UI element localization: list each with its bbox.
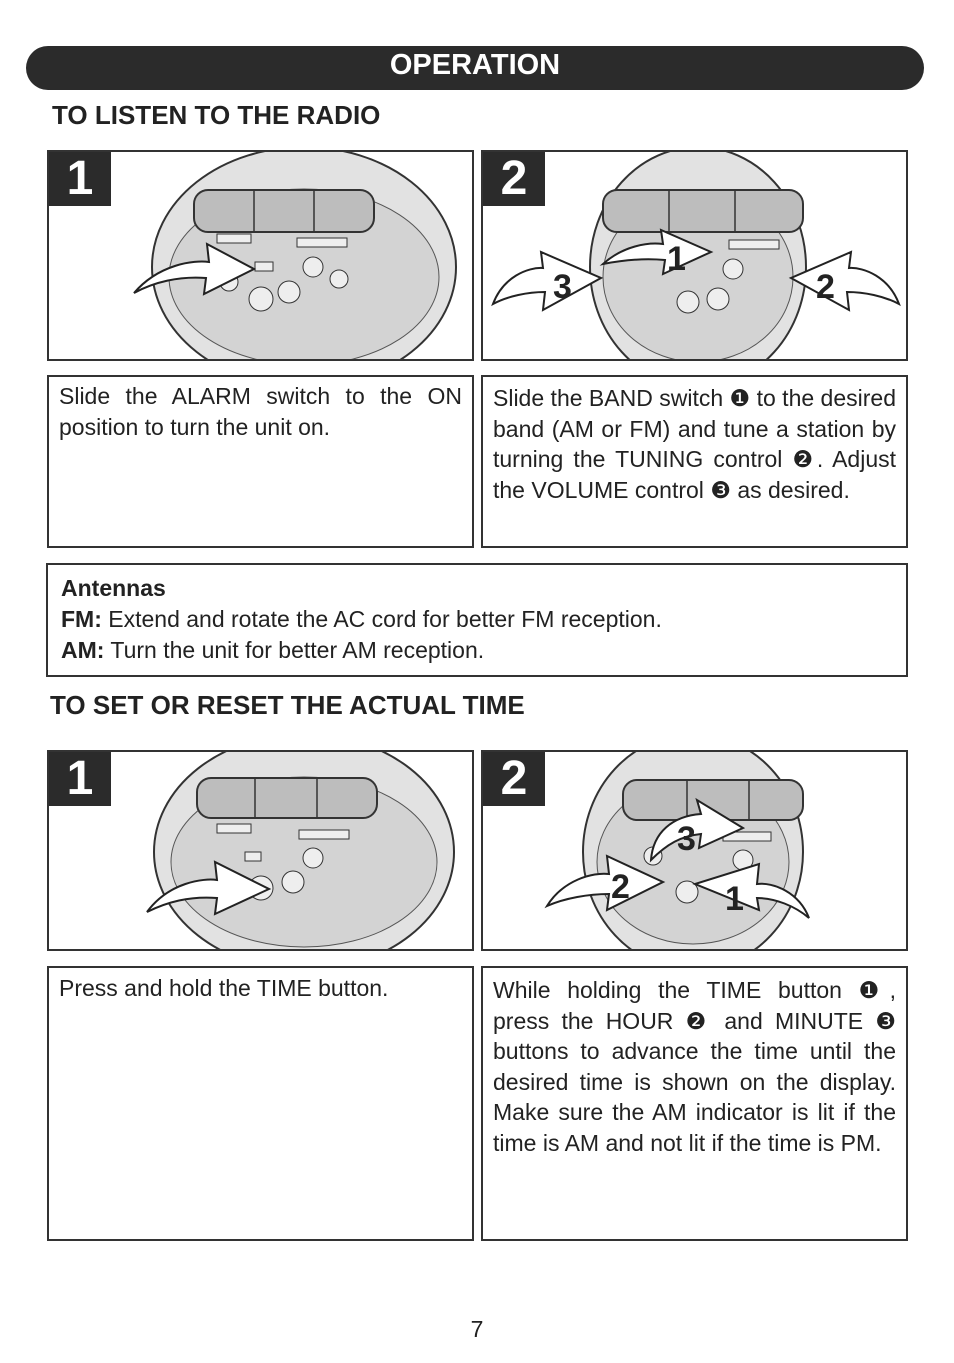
text-part: buttons to advance the time until the desired time is shown on the display. Make sure the AM indicator is lit if the time is AM and not lit if the time is PM. xyxy=(493,1038,896,1156)
fm-text: Extend and rotate the AC cord for better FM reception. xyxy=(101,606,662,632)
callout-marker-1: ❶ xyxy=(729,385,751,411)
callout-marker-1: ❶ xyxy=(858,977,890,1003)
time-step-1-text: Press and hold the TIME button. xyxy=(47,966,474,1241)
text-part: as desired. xyxy=(730,476,850,503)
am-label: AM: xyxy=(61,637,105,663)
radio-step-1-badge: 1 xyxy=(49,152,111,206)
text-part: , press the HOUR xyxy=(493,977,896,1034)
radio-step-2-badge: 2 xyxy=(483,152,545,206)
time-step-1-panel xyxy=(47,750,474,951)
antennas-box xyxy=(46,563,908,677)
time-section-title: TO SET OR RESET THE ACTUAL TIME xyxy=(50,690,525,720)
radio-step-2-illustration xyxy=(483,152,908,361)
time-step-1-badge: 1 xyxy=(49,752,111,806)
time-callout-1: 1 xyxy=(725,880,744,918)
radio-callout-1: 1 xyxy=(667,240,686,278)
callout-marker-3: ❸ xyxy=(710,476,731,503)
text-part: While holding the TIME button xyxy=(493,977,859,1003)
page-number: 7 xyxy=(470,1316,484,1342)
radio-step-1-illustration xyxy=(49,152,474,361)
radio-step-1-panel xyxy=(47,150,474,361)
text-part: to the desired band (AM or FM) and tune a station by turning the TUNING control xyxy=(493,385,896,472)
operation-header: OPERATION xyxy=(26,46,924,90)
time-callout-3: 3 xyxy=(677,820,696,858)
time-callout-2: 2 xyxy=(611,868,630,906)
time-step-2-badge: 2 xyxy=(483,752,545,806)
time-step-2-panel xyxy=(481,750,908,951)
time-step-2-illustration xyxy=(483,752,908,951)
am-text: Turn the unit for better AM reception. xyxy=(104,637,485,663)
time-step-1-illustration xyxy=(49,752,474,951)
radio-step-2-panel xyxy=(481,150,908,361)
fm-label: FM: xyxy=(61,606,102,632)
radio-step-2-text xyxy=(481,375,908,548)
radio-callout-3: 3 xyxy=(553,268,572,306)
callout-marker-2: ❷ xyxy=(792,446,817,472)
time-step-2-text xyxy=(481,966,908,1241)
text-part: and MINUTE xyxy=(712,1007,876,1034)
radio-section-title: TO LISTEN TO THE RADIO xyxy=(52,100,381,130)
text-part: . Adjust the VOLUME control xyxy=(493,446,897,503)
text-part: Slide the BAND switch xyxy=(493,385,730,411)
callout-marker-3: ❸ xyxy=(875,1007,896,1034)
antennas-heading: Antennas xyxy=(61,575,166,601)
radio-step-1-text: Slide the ALARM switch to the ON position to turn the unit on. xyxy=(47,375,474,548)
callout-marker-2: ❷ xyxy=(685,1007,713,1034)
radio-callout-2: 2 xyxy=(816,268,835,306)
